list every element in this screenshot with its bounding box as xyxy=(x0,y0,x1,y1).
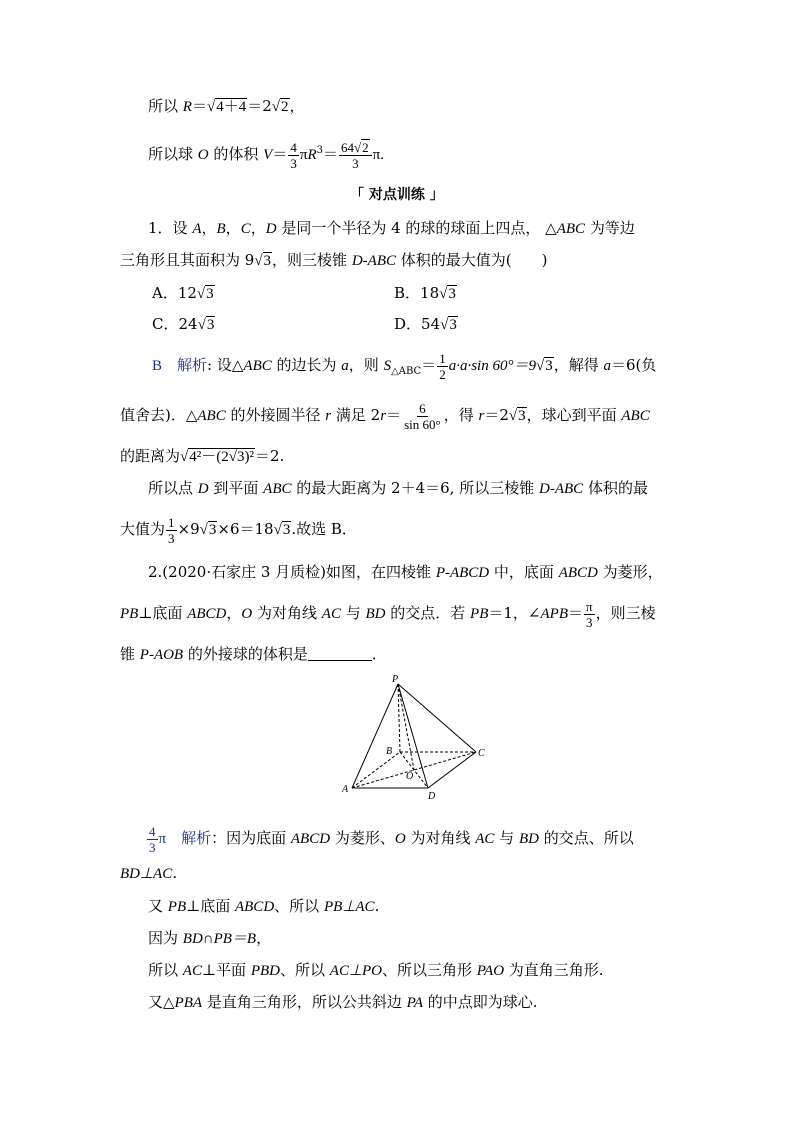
q1-option-d[interactable]: D．54√3 xyxy=(394,315,457,333)
s1-line-3: 的距离为√4²－(2√3)²＝2. xyxy=(120,447,285,465)
text: ＝2 xyxy=(247,97,272,115)
text: 的体积 xyxy=(208,145,264,163)
label-B: B xyxy=(386,746,393,757)
text: ＝ xyxy=(191,97,207,115)
section-title: 「 对点训练 」 xyxy=(350,187,444,203)
q2-line-1: 2.(2020·石家庄 3 月质检)如图，在四棱锥 P-ABCD 中，底面 ABCD 为菱形， xyxy=(148,563,663,581)
q1-option-c[interactable]: C．24√3 xyxy=(152,315,215,333)
text: ＝ xyxy=(322,145,338,163)
radicand: 2 xyxy=(281,99,289,115)
text: 所以球 xyxy=(148,145,198,163)
answer-letter: B xyxy=(152,358,163,374)
s1-line-1: B 解析: 设△ABC 的边长为 a，则 $S_{\triangle ABC}=$ $\frac{1}{2}$ a·a·sin 60°＝9√3，解得 a＝6(负 xyxy=(152,350,657,382)
var: V xyxy=(263,147,273,163)
intro-line-1 xyxy=(148,96,305,117)
q1-option-a[interactable]: A．12√3 xyxy=(152,284,214,302)
label-P: P xyxy=(392,674,399,685)
var: R xyxy=(307,147,317,163)
radicand: 4＋4 xyxy=(216,99,247,115)
label-O: O xyxy=(406,771,414,782)
edge-PC xyxy=(398,684,476,752)
fraction: $\frac{4}{3}$ xyxy=(290,139,297,171)
answer-blank[interactable] xyxy=(308,646,372,661)
exponent: 3 xyxy=(316,145,323,156)
edge-AB xyxy=(352,752,400,788)
q1-line-2: 三角形且其面积为 9√3，则三棱锥 D-ABC 体积的最大值为( ) xyxy=(120,251,548,269)
text: ＝ xyxy=(272,145,288,163)
sqrt: √2 xyxy=(271,99,289,115)
answer-fraction: $\frac{4}{3}$ xyxy=(149,823,156,855)
s2-line-2: BD⊥AC． xyxy=(120,866,188,882)
s2-line-1: $\frac{4}{3}$ π 解析：因为底面 ABCD 为菱形、O 为对角线 AC 与 BD 的交点、所以 xyxy=(149,823,634,855)
edge-DC xyxy=(428,752,476,788)
var: O xyxy=(197,147,209,163)
text: π. xyxy=(372,147,384,163)
label-A: A xyxy=(342,784,349,795)
intro-line-2 xyxy=(148,134,384,172)
text: π xyxy=(299,147,308,163)
analysis-label: 解析 xyxy=(177,356,208,374)
label-D: D xyxy=(428,791,436,802)
s1-line-5: 大值为 $\frac{1}{3}$ ×9√3×6＝18√3.故选 B． xyxy=(120,514,357,546)
var: R xyxy=(182,99,192,115)
q1-line-1: 1．设 A，B，C，D 是同一个半径为 4 的球的球面上四点， △ABC 为等边 xyxy=(148,219,635,237)
s2-line-5: 所以 AC⊥平面 PBD、所以 AC⊥PO、所以三角形 PAO 为直角三角形. xyxy=(148,961,604,979)
edge-PO xyxy=(398,684,414,770)
analysis-label: 解析 xyxy=(181,829,212,847)
s2-line-6: 又△PBA 是直角三角形，所以公共斜边 PA 的中点即为球心. xyxy=(148,993,538,1011)
q1-option-b[interactable]: B．18√3 xyxy=(394,284,456,302)
s1-line-2: 值舍去)．△ABC 的外接圆半径 r 满足 2r＝ $\frac{6}{\sin 60^\circ}$ ，得 r＝2√3，球心到平面 ABC xyxy=(120,400,650,432)
text: 所以 xyxy=(148,97,183,115)
s1-line-4: 所以点 D 到平面 ABC 的最大距离为 2＋4＝6, 所以三棱锥 D-ABC 体积的最 xyxy=(148,479,648,497)
sqrt: √4＋4 xyxy=(206,99,247,115)
edge-PA xyxy=(352,684,398,788)
text: ， xyxy=(289,97,305,115)
q2-line-3: 锥 P-AOB 的外接球的体积是 ． xyxy=(120,645,387,663)
q2-line-2: PB⊥底面 ABCD，O 为对角线 AC 与 BD 的交点．若 PB＝1，∠APB＝ $\frac{\pi}{3}$ ，则三棱 xyxy=(120,598,656,630)
fraction: $\frac{64√2}{3}$ xyxy=(339,140,372,171)
pyramid-figure xyxy=(330,672,490,802)
s2-line-3: 又 PB⊥底面 ABCD、所以 PB⊥AC． xyxy=(148,897,390,915)
s2-line-4: 因为 BD∩PB＝B， xyxy=(148,929,272,947)
label-C: C xyxy=(478,748,485,759)
